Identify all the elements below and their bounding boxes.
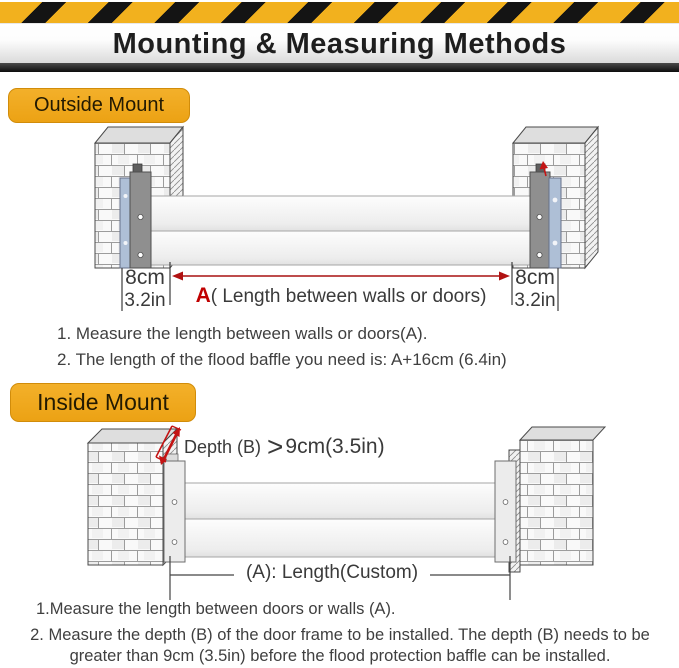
right-offset-cm: 8cm [515, 266, 555, 289]
flood-barrier [185, 483, 496, 557]
inside-step-1: 1.Measure the length between doors or walls (A). [36, 600, 396, 618]
left-offset-inch: 3.2in [124, 289, 166, 311]
right-pillar [509, 427, 605, 572]
left-offset-dimension [118, 266, 172, 311]
banner-divider [0, 63, 679, 72]
length-custom-label: (A): Length(Custom) [245, 562, 419, 583]
right-bracket-plate [495, 461, 516, 562]
depth-b-text: Depth (B) [184, 436, 262, 457]
flood-barrier [150, 196, 531, 265]
outside-mount-badge-label: Outside Mount [33, 94, 165, 116]
outside-step-2: 2. The length of the flood baffle you need is: A+16cm (6.4in) [57, 350, 507, 369]
greater-than-sign: > [267, 431, 284, 462]
left-bracket-plate [164, 454, 185, 562]
outside-mount-badge [8, 88, 190, 123]
inside-step-2: 2. Measure the depth (B) of the door frame to be installed. The depth (B) needs to be greater than 9cm (3.5in) before the flood protection baffle can be installed. [30, 626, 650, 665]
left-mounting-bracket [120, 164, 151, 268]
length-a-letter: A [195, 284, 211, 307]
depth-b-value: 9cm(3.5in) [285, 435, 385, 458]
length-a-text: ( Length between walls or doors) [210, 286, 487, 307]
dimension-arrow-icon [172, 272, 510, 281]
depth-b-label [184, 431, 385, 463]
outside-step-1: 1. Measure the length between walls or doors(A). [57, 324, 428, 343]
page-title: Mounting & Measuring Methods [112, 27, 567, 60]
inside-mount-badge-label: Inside Mount [37, 389, 169, 415]
inside-mount-badge [10, 383, 196, 422]
right-offset-inch: 3.2in [514, 289, 556, 311]
hazard-stripe-band [0, 2, 679, 23]
right-mounting-bracket [530, 164, 561, 268]
title-banner [0, 23, 679, 64]
left-offset-cm: 8cm [125, 266, 165, 289]
length-a-label [172, 284, 510, 308]
right-offset-dimension [508, 266, 562, 311]
